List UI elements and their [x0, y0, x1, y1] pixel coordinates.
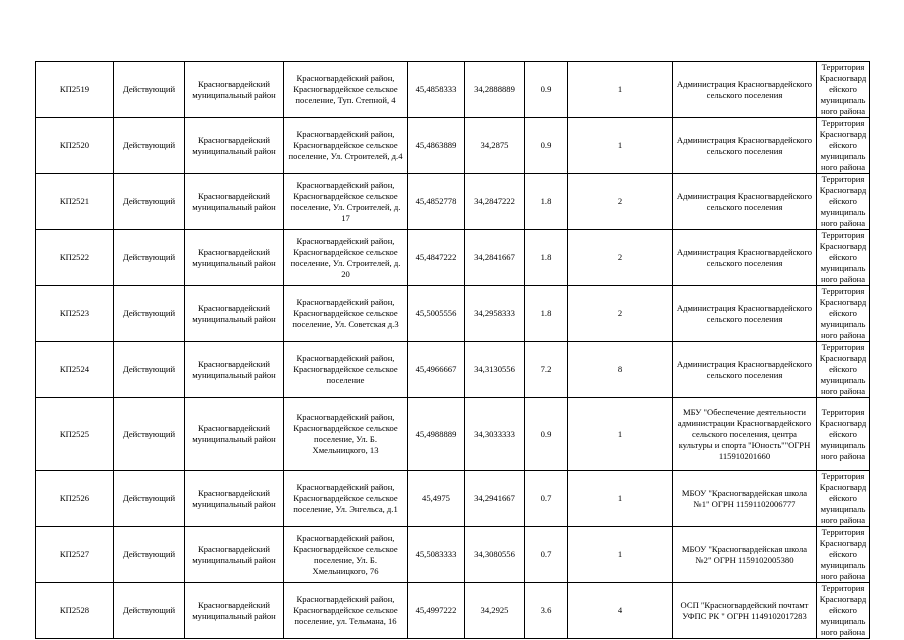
- table-row: [36, 118, 870, 174]
- cell-district: Красногвардейский муниципальный район: [185, 398, 284, 471]
- cell-territory: Территория Красногвардейского муниципального района: [817, 342, 870, 398]
- cell-code: КП2525: [36, 398, 114, 471]
- cell-status: Действующий: [114, 583, 185, 639]
- table-row: [36, 471, 870, 527]
- table-row: [36, 342, 870, 398]
- cell-territory: Территория Красногвардейского муниципального района: [817, 583, 870, 639]
- cell-address: Красногвардейский район, Красногвардейское сельское поселение, Ул. Строителей, д. 17: [284, 174, 408, 230]
- cell-lat: 45,4847222: [408, 230, 465, 286]
- cell-address: Красногвардейский район, Красногвардейское сельское поселение, Ул. Советская д.3: [284, 286, 408, 342]
- cell-address: Красногвардейский район, Красногвардейское сельское поселение, Ул. Б. Хмельницкого, 76: [284, 527, 408, 583]
- cell-territory: Территория Красногвардейского муниципального района: [817, 230, 870, 286]
- cell-district: Красногвардейский муниципальный район: [185, 286, 284, 342]
- table-row: [36, 583, 870, 639]
- cell-district: Красногвардейский муниципальный район: [185, 342, 284, 398]
- cell-count: 8: [568, 342, 673, 398]
- cell-status: Действующий: [114, 398, 185, 471]
- cell-lon: 34,2941667: [465, 471, 525, 527]
- cell-address: Красногвардейский район, Красногвардейское сельское поселение, Ул. Строителей, д.4: [284, 118, 408, 174]
- cell-lat: 45,5005556: [408, 286, 465, 342]
- cell-status: Действующий: [114, 286, 185, 342]
- cell-lat: 45,4858333: [408, 62, 465, 118]
- table-row: [36, 174, 870, 230]
- cell-address: Красногвардейский район, Красногвардейское сельское поселение, Ул. Энгельса, д.1: [284, 471, 408, 527]
- cell-owner: МБОУ "Красногвардейская школа №2" ОГРН 1159102005380: [673, 527, 817, 583]
- cell-territory: Территория Красногвардейского муниципального района: [817, 286, 870, 342]
- cell-lat: 45,4975: [408, 471, 465, 527]
- cell-code: КП2519: [36, 62, 114, 118]
- cell-status: Действующий: [114, 62, 185, 118]
- cell-district: Красногвардейский муниципальный район: [185, 62, 284, 118]
- cell-lon: 34,2958333: [465, 286, 525, 342]
- cell-district: Красногвардейский муниципальный район: [185, 174, 284, 230]
- cell-address: Красногвардейский район, Красногвардейское сельское поселение, Ул. Строителей, д. 20: [284, 230, 408, 286]
- cell-count: 1: [568, 471, 673, 527]
- table-row: [36, 230, 870, 286]
- table-row: [36, 527, 870, 583]
- cell-district: Красногвардейский муниципальный район: [185, 118, 284, 174]
- cell-address: Красногвардейский район, Красногвардейское сельское поселение: [284, 342, 408, 398]
- cell-territory: Территория Красногвардейского муниципального района: [817, 527, 870, 583]
- cell-lon: 34,2888889: [465, 62, 525, 118]
- cell-lon: 34,2841667: [465, 230, 525, 286]
- cell-status: Действующий: [114, 527, 185, 583]
- cell-status: Действующий: [114, 471, 185, 527]
- cell-territory: Территория Красногвардейского муниципального района: [817, 62, 870, 118]
- cell-code: КП2521: [36, 174, 114, 230]
- cell-count: 1: [568, 398, 673, 471]
- cell-address: Красногвардейский район, Красногвардейское сельское поселение, ул. Тельмана, 16: [284, 583, 408, 639]
- cell-status: Действующий: [114, 342, 185, 398]
- cell-owner: Администрация Красногвардейского сельского поселения: [673, 342, 817, 398]
- cell-district: Красногвардейский муниципальный район: [185, 583, 284, 639]
- table-row: [36, 398, 870, 471]
- cell-count: 2: [568, 174, 673, 230]
- cell-lat: 45,5083333: [408, 527, 465, 583]
- cell-district: Красногвардейский муниципальный район: [185, 230, 284, 286]
- cell-lat: 45,4997222: [408, 583, 465, 639]
- cell-count: 4: [568, 583, 673, 639]
- cell-address: Красногвардейский район, Красногвардейское сельское поселение, Туп. Степной, 4: [284, 62, 408, 118]
- cell-status: Действующий: [114, 118, 185, 174]
- cell-status: Действующий: [114, 174, 185, 230]
- cell-count: 2: [568, 230, 673, 286]
- cell-area: 7.2: [525, 342, 568, 398]
- cell-territory: Территория Красногвардейского муниципального района: [817, 471, 870, 527]
- cell-area: 0.9: [525, 62, 568, 118]
- cell-lat: 45,4852778: [408, 174, 465, 230]
- cell-code: КП2526: [36, 471, 114, 527]
- cell-owner: Администрация Красногвардейского сельского поселения: [673, 174, 817, 230]
- cell-lon: 34,2925: [465, 583, 525, 639]
- cell-lon: 34,3080556: [465, 527, 525, 583]
- cell-territory: Территория Красногвардейского муниципального района: [817, 174, 870, 230]
- cell-owner: Администрация Красногвардейского сельского поселения: [673, 118, 817, 174]
- cell-district: Красногвардейский муниципальный район: [185, 527, 284, 583]
- cell-area: 1.8: [525, 286, 568, 342]
- cell-lon: 34,3033333: [465, 398, 525, 471]
- cell-territory: Территория Красногвардейского муниципального района: [817, 398, 870, 471]
- cell-lon: 34,2847222: [465, 174, 525, 230]
- cell-area: 0.9: [525, 398, 568, 471]
- registry-table-body: [36, 62, 870, 639]
- registry-table: [35, 61, 870, 639]
- cell-count: 1: [568, 527, 673, 583]
- cell-owner: МБУ "Обеспечение деятельности администрации Красногвардейского сельского поселения, центра культуры и спорта "Юность""ОГРН 115910201660: [673, 398, 817, 471]
- table-row: [36, 286, 870, 342]
- cell-lat: 45,4966667: [408, 342, 465, 398]
- cell-area: 3.6: [525, 583, 568, 639]
- cell-lat: 45,4863889: [408, 118, 465, 174]
- cell-count: 2: [568, 286, 673, 342]
- cell-address: Красногвардейский район, Красногвардейское сельское поселение, Ул. Б. Хмельницкого, 13: [284, 398, 408, 471]
- cell-area: 1.8: [525, 230, 568, 286]
- cell-district: Красногвардейский муниципальный район: [185, 471, 284, 527]
- cell-area: 0.9: [525, 118, 568, 174]
- cell-code: КП2523: [36, 286, 114, 342]
- cell-code: КП2522: [36, 230, 114, 286]
- cell-owner: Администрация Красногвардейского сельского поселения: [673, 62, 817, 118]
- cell-count: 1: [568, 62, 673, 118]
- cell-lon: 34,3130556: [465, 342, 525, 398]
- cell-lat: 45,4988889: [408, 398, 465, 471]
- cell-area: 0.7: [525, 527, 568, 583]
- table-row: [36, 62, 870, 118]
- cell-owner: Администрация Красногвардейского сельского поселения: [673, 286, 817, 342]
- cell-code: КП2528: [36, 583, 114, 639]
- cell-owner: МБОУ "Красногвардейская школа №1" ОГРН 11591102006777: [673, 471, 817, 527]
- cell-lon: 34,2875: [465, 118, 525, 174]
- cell-status: Действующий: [114, 230, 185, 286]
- cell-code: КП2527: [36, 527, 114, 583]
- cell-owner: Администрация Красногвардейского сельского поселения: [673, 230, 817, 286]
- cell-code: КП2520: [36, 118, 114, 174]
- cell-territory: Территория Красногвардейского муниципального района: [817, 118, 870, 174]
- cell-code: КП2524: [36, 342, 114, 398]
- cell-owner: ОСП "Красногвардейский почтамт УФПС РК " ОГРН 1149102017283: [673, 583, 817, 639]
- cell-area: 0.7: [525, 471, 568, 527]
- cell-count: 1: [568, 118, 673, 174]
- cell-area: 1.8: [525, 174, 568, 230]
